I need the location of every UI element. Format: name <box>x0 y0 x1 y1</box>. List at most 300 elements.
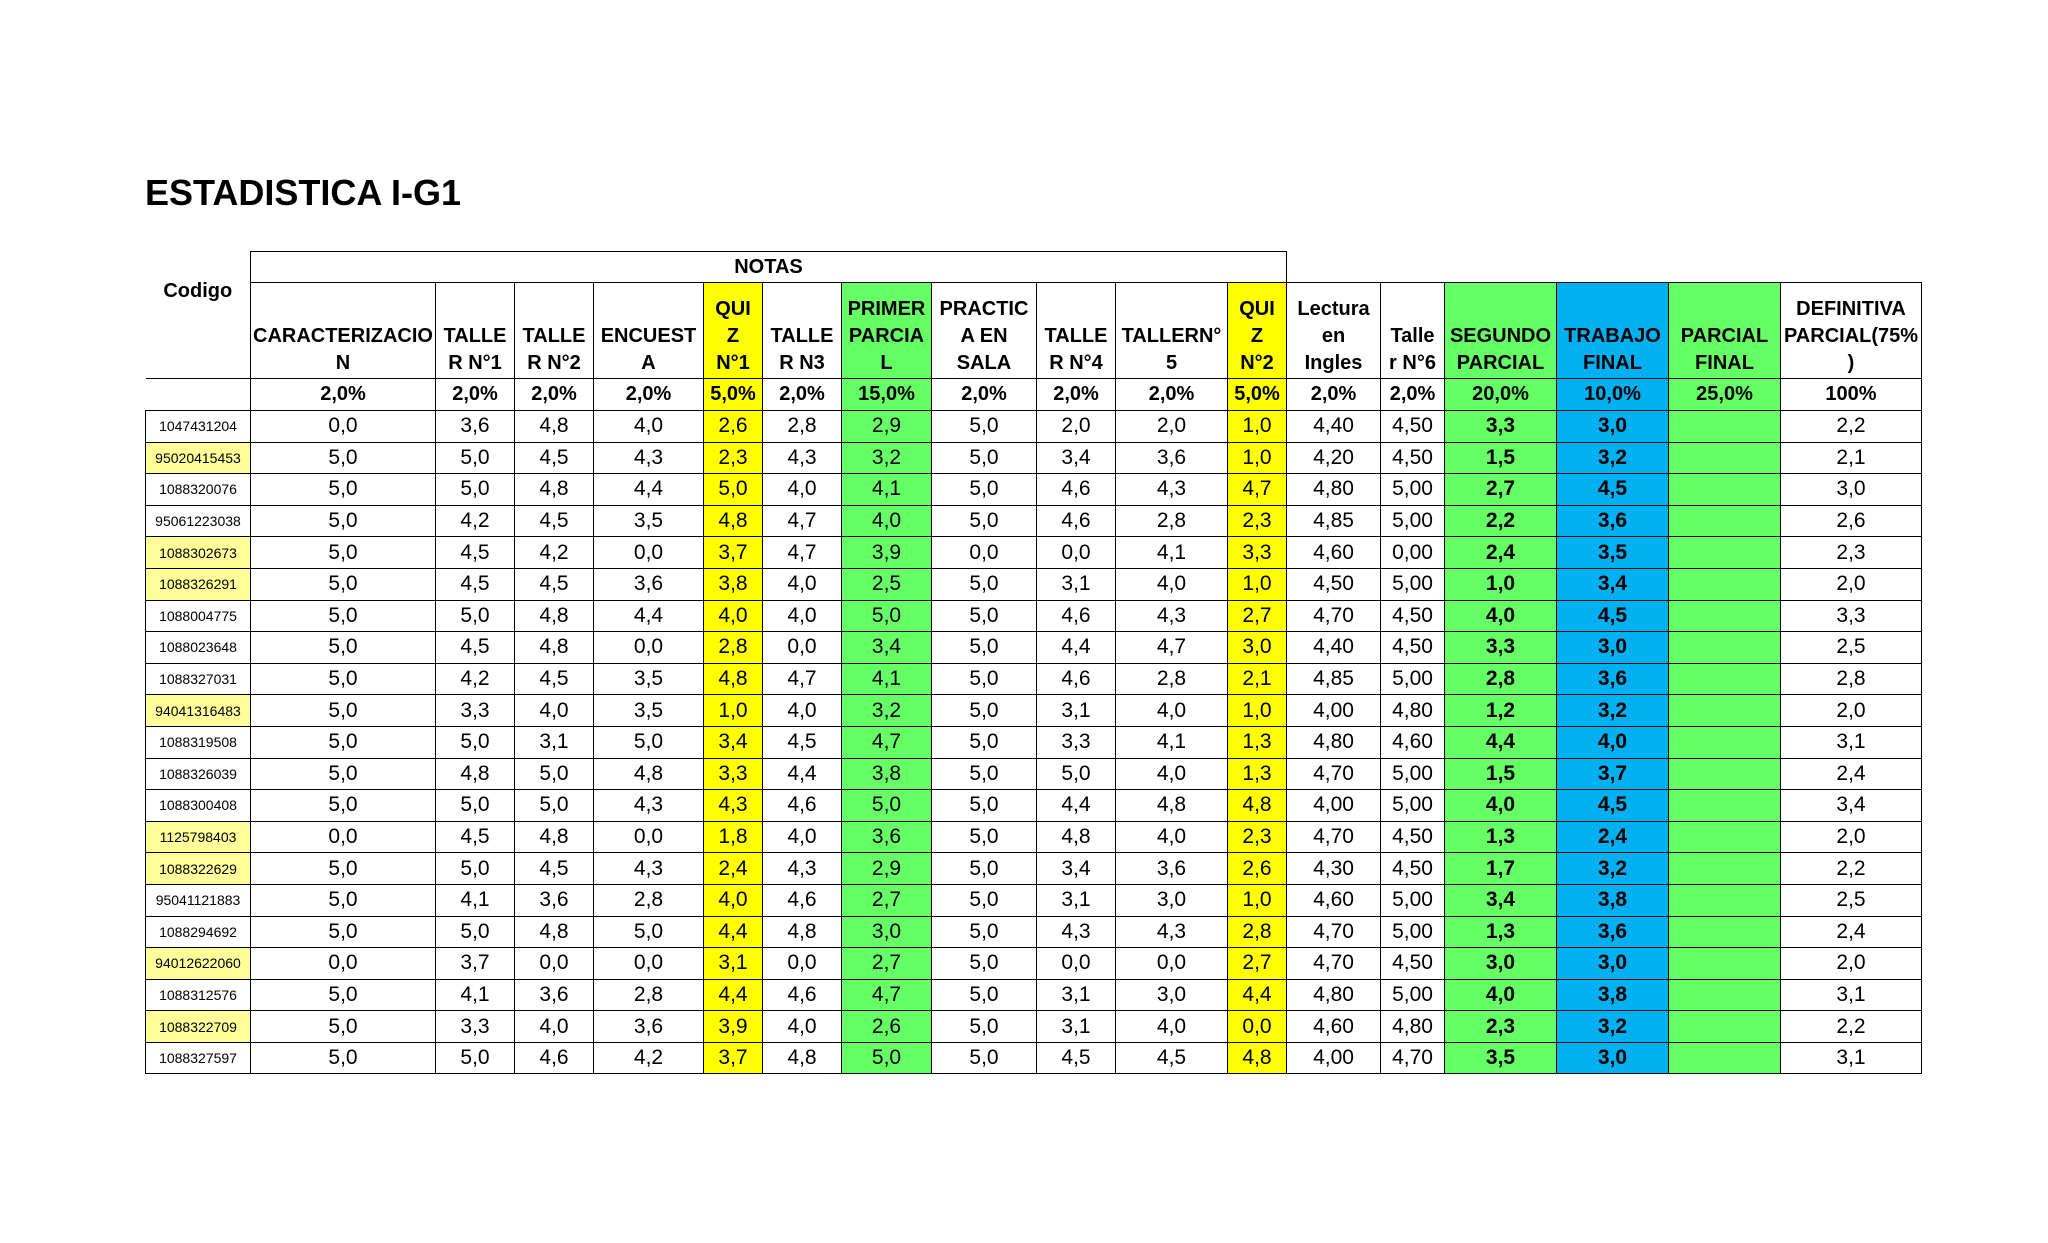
grade-cell: 5,0 <box>436 726 515 758</box>
grade-cell: 4,2 <box>515 537 594 569</box>
grade-cell: 0,0 <box>763 948 842 980</box>
grade-cell: 0,0 <box>594 821 704 853</box>
grade-cell: 3,3 <box>1445 632 1557 664</box>
grade-cell: 3,6 <box>1557 916 1669 948</box>
grade-cell: 4,8 <box>1228 790 1287 822</box>
column-header: TALLE R N3 <box>763 283 842 379</box>
student-code: 1088322709 <box>146 1011 251 1043</box>
grade-cell: 2,4 <box>1781 758 1922 790</box>
grade-cell: 4,3 <box>1116 916 1228 948</box>
grade-cell: 4,2 <box>436 505 515 537</box>
column-header-row <box>146 283 1922 379</box>
grade-cell: 2,7 <box>1228 600 1287 632</box>
grade-cell: 5,00 <box>1381 505 1445 537</box>
grade-cell: 5,0 <box>842 1042 932 1074</box>
grade-cell: 4,80 <box>1287 979 1381 1011</box>
grade-cell: 2,4 <box>704 853 763 885</box>
grade-cell: 4,20 <box>1287 442 1381 474</box>
grade-cell: 3,2 <box>842 442 932 474</box>
grade-cell: 2,2 <box>1445 505 1557 537</box>
weight-cell: 2,0% <box>763 379 842 411</box>
grade-cell: 3,2 <box>1557 695 1669 727</box>
grade-cell: 4,0 <box>763 600 842 632</box>
grade-cell: 2,6 <box>1781 505 1922 537</box>
grade-cell: 2,7 <box>1228 948 1287 980</box>
grade-cell: 4,7 <box>842 979 932 1011</box>
grade-cell: 5,0 <box>251 632 436 664</box>
student-code: 95020415453 <box>146 442 251 474</box>
grade-cell: 2,7 <box>842 948 932 980</box>
grade-cell: 5,00 <box>1381 474 1445 506</box>
grade-cell: 3,6 <box>1116 442 1228 474</box>
grade-cell: 4,5 <box>436 632 515 664</box>
grade-cell: 4,0 <box>763 695 842 727</box>
grade-cell: 4,1 <box>842 663 932 695</box>
grade-cell: 2,7 <box>842 884 932 916</box>
grade-cell: 4,7 <box>763 663 842 695</box>
weight-cell: 5,0% <box>704 379 763 411</box>
grade-cell <box>1669 758 1781 790</box>
table-row <box>146 726 1922 758</box>
grade-cell: 3,0 <box>1116 979 1228 1011</box>
grade-cell: 5,0 <box>251 758 436 790</box>
grade-cell: 5,0 <box>932 726 1037 758</box>
grade-cell: 5,0 <box>932 790 1037 822</box>
grade-cell: 4,80 <box>1381 695 1445 727</box>
grade-cell: 4,8 <box>515 411 594 443</box>
grade-cell: 1,3 <box>1228 758 1287 790</box>
grade-cell <box>1669 726 1781 758</box>
page-title: ESTADISTICA I-G1 <box>145 172 462 213</box>
grade-cell: 0,0 <box>594 632 704 664</box>
grade-cell: 5,0 <box>251 695 436 727</box>
grade-cell: 4,5 <box>515 853 594 885</box>
table-row <box>146 695 1922 727</box>
grade-cell: 4,5 <box>1557 474 1669 506</box>
grade-cell: 0,0 <box>251 411 436 443</box>
grade-cell: 1,0 <box>1228 442 1287 474</box>
grade-cell: 5,0 <box>251 790 436 822</box>
grade-cell: 2,2 <box>1781 1011 1922 1043</box>
grade-cell: 5,0 <box>932 632 1037 664</box>
column-header: QUI Z N°2 <box>1228 283 1287 379</box>
grade-cell: 3,8 <box>704 568 763 600</box>
table-row <box>146 474 1922 506</box>
column-header: DEFINITIVA PARCIAL(75% ) <box>1781 283 1922 379</box>
grade-cell: 2,0 <box>1781 821 1922 853</box>
grade-cell: 4,70 <box>1287 758 1381 790</box>
grade-cell: 5,0 <box>932 1042 1037 1074</box>
grade-cell: 4,0 <box>1445 790 1557 822</box>
grade-cell: 0,0 <box>594 537 704 569</box>
student-code: 95041121883 <box>146 884 251 916</box>
grade-cell: 4,4 <box>1228 979 1287 1011</box>
grade-cell: 5,0 <box>932 442 1037 474</box>
grade-cell: 3,3 <box>1037 726 1116 758</box>
grade-cell: 3,6 <box>842 821 932 853</box>
grade-cell: 4,0 <box>763 474 842 506</box>
grade-cell: 5,0 <box>436 853 515 885</box>
grade-cell: 3,7 <box>704 537 763 569</box>
grade-cell: 3,5 <box>594 663 704 695</box>
grade-cell: 5,0 <box>251 442 436 474</box>
weight-cell: 2,0% <box>932 379 1037 411</box>
grade-cell: 4,1 <box>436 884 515 916</box>
grade-cell: 3,7 <box>704 1042 763 1074</box>
weight-cell: 5,0% <box>1228 379 1287 411</box>
grade-cell: 5,0 <box>1037 758 1116 790</box>
grades-table <box>145 251 1922 1074</box>
grade-cell <box>1669 632 1781 664</box>
grade-cell: 1,8 <box>704 821 763 853</box>
weight-cell: 2,0% <box>1116 379 1228 411</box>
grade-cell: 0,0 <box>251 948 436 980</box>
grade-cell: 3,7 <box>436 948 515 980</box>
grade-cell: 5,0 <box>932 948 1037 980</box>
grade-cell: 0,0 <box>763 632 842 664</box>
grade-cell: 5,0 <box>436 916 515 948</box>
grade-cell <box>1669 600 1781 632</box>
grade-cell: 3,0 <box>1445 948 1557 980</box>
grade-cell: 4,7 <box>1116 632 1228 664</box>
grade-cell: 3,4 <box>1037 853 1116 885</box>
grade-cell: 4,0 <box>1116 695 1228 727</box>
grade-cell: 2,3 <box>1228 505 1287 537</box>
grade-cell: 2,4 <box>1445 537 1557 569</box>
column-header: PRACTIC A EN SALA <box>932 283 1037 379</box>
grade-cell: 4,8 <box>1037 821 1116 853</box>
weight-cell: 2,0% <box>1287 379 1381 411</box>
grade-cell: 3,0 <box>1228 632 1287 664</box>
grade-cell: 0,0 <box>932 537 1037 569</box>
table-row <box>146 663 1922 695</box>
grade-cell: 3,6 <box>1557 505 1669 537</box>
weight-cell: 2,0% <box>436 379 515 411</box>
grade-cell: 0,0 <box>515 948 594 980</box>
grade-cell: 0,00 <box>1381 537 1445 569</box>
grade-cell: 3,4 <box>842 632 932 664</box>
grade-cell: 4,0 <box>1445 600 1557 632</box>
table-row <box>146 632 1922 664</box>
grade-cell: 5,0 <box>932 411 1037 443</box>
grade-cell: 4,80 <box>1287 726 1381 758</box>
grade-cell: 2,0 <box>1781 948 1922 980</box>
grade-cell: 4,5 <box>515 663 594 695</box>
grade-cell <box>1669 948 1781 980</box>
grade-cell: 4,1 <box>1116 537 1228 569</box>
grade-cell: 4,0 <box>842 505 932 537</box>
grade-cell: 4,5 <box>763 726 842 758</box>
grade-cell: 4,6 <box>1037 505 1116 537</box>
grade-cell: 2,4 <box>1557 821 1669 853</box>
grade-cell: 4,60 <box>1287 884 1381 916</box>
grade-cell: 5,0 <box>932 916 1037 948</box>
grade-cell: 4,3 <box>594 442 704 474</box>
grade-cell <box>1669 474 1781 506</box>
grade-cell: 4,0 <box>763 1011 842 1043</box>
grade-cell: 4,0 <box>763 568 842 600</box>
grade-cell: 4,5 <box>436 821 515 853</box>
column-header: CARACTERIZACIO N <box>251 283 436 379</box>
grade-cell: 3,1 <box>1037 695 1116 727</box>
grade-cell: 3,0 <box>1557 1042 1669 1074</box>
grade-cell: 4,8 <box>515 916 594 948</box>
grade-cell: 2,8 <box>704 632 763 664</box>
student-code: 1088312576 <box>146 979 251 1011</box>
grade-cell: 1,0 <box>1445 568 1557 600</box>
column-header: TALLE R N°4 <box>1037 283 1116 379</box>
column-header: Talle r N°6 <box>1381 283 1445 379</box>
grade-cell: 3,0 <box>1116 884 1228 916</box>
grade-cell: 4,1 <box>842 474 932 506</box>
grade-cell: 4,0 <box>1116 568 1228 600</box>
grade-cell: 2,0 <box>1037 411 1116 443</box>
student-code: 1088004775 <box>146 600 251 632</box>
grade-cell: 3,8 <box>842 758 932 790</box>
grade-cell: 4,0 <box>704 600 763 632</box>
grade-cell: 5,00 <box>1381 568 1445 600</box>
grade-cell: 2,2 <box>1781 853 1922 885</box>
grade-cell <box>1669 1042 1781 1074</box>
table-row <box>146 1042 1922 1074</box>
grade-cell: 4,3 <box>763 853 842 885</box>
grade-cell: 2,8 <box>1445 663 1557 695</box>
grade-cell: 4,6 <box>1037 600 1116 632</box>
grade-cell: 5,0 <box>932 568 1037 600</box>
grade-cell <box>1669 916 1781 948</box>
grade-cell: 4,6 <box>1037 663 1116 695</box>
grade-cell: 5,0 <box>251 726 436 758</box>
grade-cell: 2,8 <box>1228 916 1287 948</box>
grade-cell: 5,00 <box>1381 884 1445 916</box>
grade-cell: 3,3 <box>704 758 763 790</box>
grade-cell: 4,6 <box>763 884 842 916</box>
grade-cell: 4,70 <box>1381 1042 1445 1074</box>
grade-cell: 4,50 <box>1381 411 1445 443</box>
grade-cell: 3,6 <box>515 884 594 916</box>
grade-cell: 3,4 <box>1037 442 1116 474</box>
grade-cell: 3,4 <box>704 726 763 758</box>
grade-cell: 4,80 <box>1381 1011 1445 1043</box>
table-row <box>146 790 1922 822</box>
grade-cell: 4,8 <box>515 600 594 632</box>
grade-cell: 5,0 <box>704 474 763 506</box>
grade-cell: 3,6 <box>594 1011 704 1043</box>
grade-cell: 5,0 <box>251 853 436 885</box>
grade-cell: 5,0 <box>436 600 515 632</box>
grade-cell: 2,3 <box>1445 1011 1557 1043</box>
grade-cell: 4,6 <box>763 979 842 1011</box>
grade-cell: 0,0 <box>1037 537 1116 569</box>
grade-cell: 3,3 <box>1781 600 1922 632</box>
grade-cell <box>1669 853 1781 885</box>
grade-cell: 3,3 <box>1228 537 1287 569</box>
grade-cell: 4,0 <box>515 695 594 727</box>
grade-cell: 4,0 <box>1445 979 1557 1011</box>
student-code: 1125798403 <box>146 821 251 853</box>
grade-cell: 4,3 <box>594 853 704 885</box>
grade-cell: 3,1 <box>1781 1042 1922 1074</box>
grade-cell: 1,0 <box>1228 695 1287 727</box>
grade-cell: 2,5 <box>1781 884 1922 916</box>
grade-cell: 4,85 <box>1287 505 1381 537</box>
grade-cell: 5,0 <box>436 474 515 506</box>
grade-cell <box>1669 442 1781 474</box>
table-row <box>146 537 1922 569</box>
column-header: ENCUEST A <box>594 283 704 379</box>
grade-cell: 2,8 <box>594 979 704 1011</box>
table-row <box>146 853 1922 885</box>
grade-cell: 3,1 <box>515 726 594 758</box>
blank-cell <box>1287 252 1922 283</box>
grade-cell: 0,0 <box>1037 948 1116 980</box>
grade-cell: 4,50 <box>1381 442 1445 474</box>
grade-cell: 2,0 <box>1116 411 1228 443</box>
grade-cell: 3,6 <box>594 568 704 600</box>
grade-cell: 4,5 <box>1037 1042 1116 1074</box>
grade-cell: 4,4 <box>594 600 704 632</box>
grade-cell: 4,50 <box>1381 948 1445 980</box>
grade-cell: 5,0 <box>436 790 515 822</box>
grade-cell: 3,6 <box>436 411 515 443</box>
grade-cell: 5,0 <box>251 979 436 1011</box>
grade-cell: 4,60 <box>1381 726 1445 758</box>
student-code: 1047431204 <box>146 411 251 443</box>
grade-cell: 2,6 <box>1228 853 1287 885</box>
grade-cell: 1,3 <box>1445 821 1557 853</box>
grade-cell: 2,8 <box>1116 663 1228 695</box>
grade-cell: 3,1 <box>1037 884 1116 916</box>
table-row <box>146 821 1922 853</box>
grade-cell: 4,3 <box>1116 474 1228 506</box>
grade-cell: 4,8 <box>436 758 515 790</box>
grade-cell <box>1669 1011 1781 1043</box>
weight-cell: 25,0% <box>1669 379 1781 411</box>
grade-cell: 3,1 <box>1037 979 1116 1011</box>
grade-cell: 4,8 <box>1116 790 1228 822</box>
grade-cell <box>1669 505 1781 537</box>
grade-cell: 3,0 <box>1557 632 1669 664</box>
weight-cell: 20,0% <box>1445 379 1557 411</box>
grade-cell: 2,8 <box>1116 505 1228 537</box>
grade-cell: 4,70 <box>1287 916 1381 948</box>
student-code: 1088319508 <box>146 726 251 758</box>
grade-cell: 4,4 <box>1037 632 1116 664</box>
grade-cell: 5,0 <box>842 790 932 822</box>
grade-cell: 1,0 <box>1228 568 1287 600</box>
grade-cell: 4,50 <box>1287 568 1381 600</box>
grade-cell: 4,85 <box>1287 663 1381 695</box>
grade-cell: 4,0 <box>1116 1011 1228 1043</box>
grade-cell: 0,0 <box>251 821 436 853</box>
grade-cell: 1,0 <box>1228 884 1287 916</box>
grade-cell: 4,0 <box>763 821 842 853</box>
grade-cell: 4,4 <box>1445 726 1557 758</box>
grade-cell: 2,3 <box>704 442 763 474</box>
column-header: TALLE R N°2 <box>515 283 594 379</box>
grade-cell: 4,50 <box>1381 632 1445 664</box>
table-row <box>146 916 1922 948</box>
student-code: 1088326039 <box>146 758 251 790</box>
grade-cell: 3,2 <box>1557 1011 1669 1043</box>
grade-cell: 5,0 <box>932 600 1037 632</box>
grade-cell: 5,0 <box>436 442 515 474</box>
grade-cell: 5,00 <box>1381 979 1445 1011</box>
student-code: 1088320076 <box>146 474 251 506</box>
weight-cell: 15,0% <box>842 379 932 411</box>
grade-cell: 4,7 <box>763 537 842 569</box>
grade-cell: 4,8 <box>704 663 763 695</box>
grade-cell: 4,8 <box>763 916 842 948</box>
student-code: 95061223038 <box>146 505 251 537</box>
grade-cell: 3,9 <box>842 537 932 569</box>
grade-cell: 5,0 <box>932 884 1037 916</box>
column-header: PARCIAL FINAL <box>1669 283 1781 379</box>
grade-cell: 3,6 <box>1557 663 1669 695</box>
grade-cell: 4,60 <box>1287 1011 1381 1043</box>
grade-cell: 5,0 <box>251 474 436 506</box>
grade-cell <box>1669 979 1781 1011</box>
grade-cell: 5,0 <box>932 853 1037 885</box>
grade-cell: 2,3 <box>1228 821 1287 853</box>
column-header: TALLE R N°1 <box>436 283 515 379</box>
grade-cell: 5,0 <box>251 537 436 569</box>
grade-cell <box>1669 537 1781 569</box>
grade-cell: 5,0 <box>932 663 1037 695</box>
table-row <box>146 442 1922 474</box>
column-header: TRABAJO FINAL <box>1557 283 1669 379</box>
grade-cell: 4,5 <box>436 568 515 600</box>
grade-cell: 5,0 <box>932 474 1037 506</box>
grade-cell: 4,0 <box>594 411 704 443</box>
grade-cell: 2,6 <box>842 1011 932 1043</box>
table-row <box>146 1011 1922 1043</box>
grade-cell: 5,0 <box>251 663 436 695</box>
grade-cell: 4,1 <box>436 979 515 1011</box>
table-row <box>146 758 1922 790</box>
grade-cell: 3,8 <box>1557 979 1669 1011</box>
grade-cell: 3,5 <box>1445 1042 1557 1074</box>
student-code: 1088327031 <box>146 663 251 695</box>
grade-cell: 3,4 <box>1781 790 1922 822</box>
student-code: 1088302673 <box>146 537 251 569</box>
grade-cell: 2,5 <box>842 568 932 600</box>
weight-row <box>146 379 1922 411</box>
grade-cell: 3,0 <box>1557 948 1669 980</box>
grade-cell: 1,2 <box>1445 695 1557 727</box>
grade-cell: 4,6 <box>1037 474 1116 506</box>
grade-cell: 4,5 <box>1557 790 1669 822</box>
grade-cell: 5,0 <box>251 600 436 632</box>
grade-cell: 5,0 <box>594 726 704 758</box>
student-code: 1088326291 <box>146 568 251 600</box>
grade-cell: 3,3 <box>436 1011 515 1043</box>
grade-cell <box>1669 790 1781 822</box>
grade-cell: 5,00 <box>1381 790 1445 822</box>
grade-cell: 4,5 <box>1116 1042 1228 1074</box>
grade-cell: 4,8 <box>763 1042 842 1074</box>
grade-cell: 0,0 <box>594 948 704 980</box>
table-row <box>146 884 1922 916</box>
grade-cell: 3,2 <box>842 695 932 727</box>
notas-group-header: NOTAS <box>251 252 1287 283</box>
grade-cell: 5,0 <box>251 884 436 916</box>
grade-cell: 5,0 <box>932 758 1037 790</box>
grade-cell: 3,9 <box>704 1011 763 1043</box>
grade-cell: 4,4 <box>594 474 704 506</box>
grade-cell: 3,5 <box>1557 537 1669 569</box>
grade-cell: 5,0 <box>842 600 932 632</box>
